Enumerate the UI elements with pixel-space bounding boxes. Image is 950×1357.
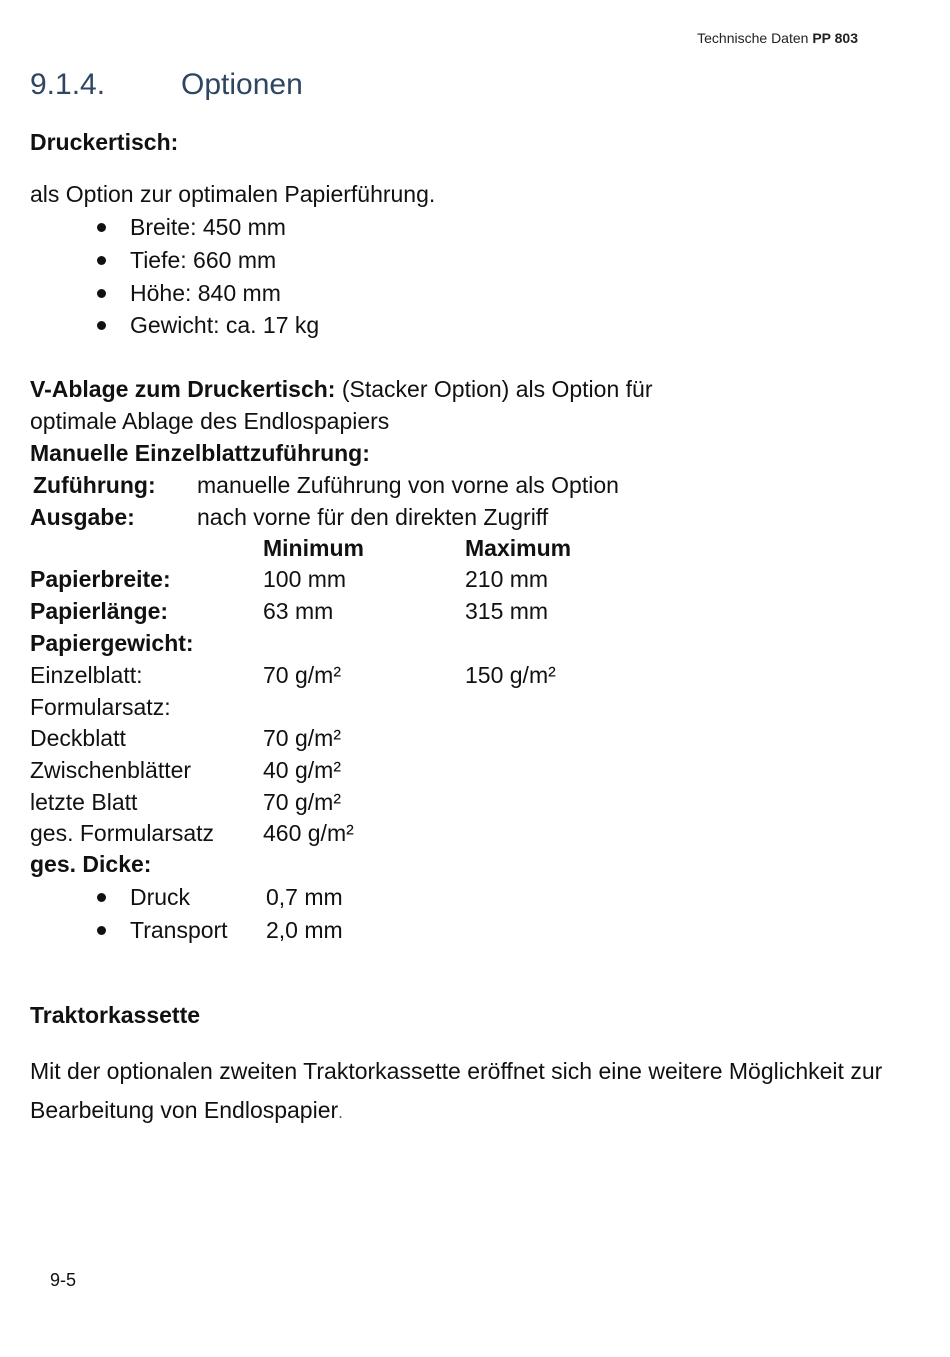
- cell-min: 63 mm: [263, 598, 334, 624]
- zufuehrung-value: manuelle Zuführung von vorne als Option: [197, 472, 619, 498]
- cell-min: 460 g/m²: [263, 820, 354, 846]
- dicke-label: Druck: [130, 884, 191, 910]
- v-ablage-text: (Stacker Option) als Option für: [335, 376, 653, 402]
- row-label: Papierlänge:: [30, 598, 169, 624]
- cell-max: 210 mm: [465, 566, 549, 592]
- cell-min: 70 g/m²: [263, 725, 341, 751]
- row-label: Papiergewicht:: [30, 630, 194, 656]
- header-label: Technische Daten: [697, 30, 809, 46]
- v-ablage-line2: optimale Ablage des Endlospapiers: [30, 408, 390, 434]
- page-number: 9-5: [50, 1270, 77, 1290]
- cell-max: 150 g/m²: [465, 662, 556, 688]
- cell-min: 70 g/m²: [263, 789, 341, 815]
- traktor-period: .: [338, 1103, 343, 1122]
- row-label: ges. Dicke:: [30, 851, 152, 877]
- col-header-minimum: Minimum: [263, 535, 364, 561]
- ausgabe-label: Ausgabe:: [30, 504, 135, 530]
- cell-min: 100 mm: [263, 566, 347, 592]
- druckertisch-item: Höhe: 840 mm: [130, 280, 281, 306]
- dicke-label: Transport: [130, 917, 228, 943]
- row-label: Formularsatz:: [30, 694, 171, 720]
- cell-min: 70 g/m²: [263, 662, 341, 688]
- traktor-heading: Traktorkassette: [30, 1002, 201, 1028]
- row-label: ges. Formularsatz: [30, 820, 215, 846]
- zufuehrung-label: Zuführung:: [33, 472, 156, 498]
- dicke-value: 0,7 mm: [266, 884, 343, 910]
- bullet-icon: [97, 893, 106, 902]
- row-label: Papierbreite:: [30, 566, 171, 592]
- bullet-icon: [97, 256, 106, 265]
- row-label: Einzelblatt:: [30, 662, 143, 688]
- row-label: letzte Blatt: [30, 789, 138, 815]
- druckertisch-intro: als Option zur optimalen Papierführung.: [30, 181, 436, 207]
- bullet-icon: [97, 321, 106, 330]
- col-header-maximum: Maximum: [465, 535, 572, 561]
- v-ablage-heading: V-Ablage zum Druckertisch:: [30, 376, 336, 402]
- traktor-paragraph: [30, 1052, 910, 1132]
- druckertisch-item: Tiefe: 660 mm: [130, 247, 277, 273]
- einzelblatt-heading: Manuelle Einzelblattzuführung:: [30, 440, 370, 466]
- v-ablage-line1: [30, 374, 652, 404]
- header-model: PP 803: [812, 30, 858, 46]
- bullet-icon: [97, 926, 106, 935]
- bullet-icon: [97, 223, 106, 232]
- cell-min: 40 g/m²: [263, 757, 341, 783]
- section-title: Optionen: [181, 68, 303, 101]
- cell-max: 315 mm: [465, 598, 549, 624]
- row-label: Deckblatt: [30, 725, 126, 751]
- traktor-text: Mit der optionalen zweiten Traktorkassette eröffnet sich eine weitere Möglichkeit zur Bearbeitung von Endlospapier: [30, 1058, 883, 1123]
- section-number: 9.1.4.: [30, 68, 106, 101]
- druckertisch-heading: Druckertisch:: [30, 129, 179, 155]
- bullet-icon: [97, 289, 106, 298]
- druckertisch-item: Breite: 450 mm: [130, 214, 286, 240]
- dicke-value: 2,0 mm: [266, 917, 343, 943]
- druckertisch-item: Gewicht: ca. 17 kg: [130, 312, 320, 338]
- row-label: Zwischenblätter: [30, 757, 192, 783]
- running-header: [697, 30, 858, 46]
- ausgabe-value: nach vorne für den direkten Zugriff: [197, 504, 549, 530]
